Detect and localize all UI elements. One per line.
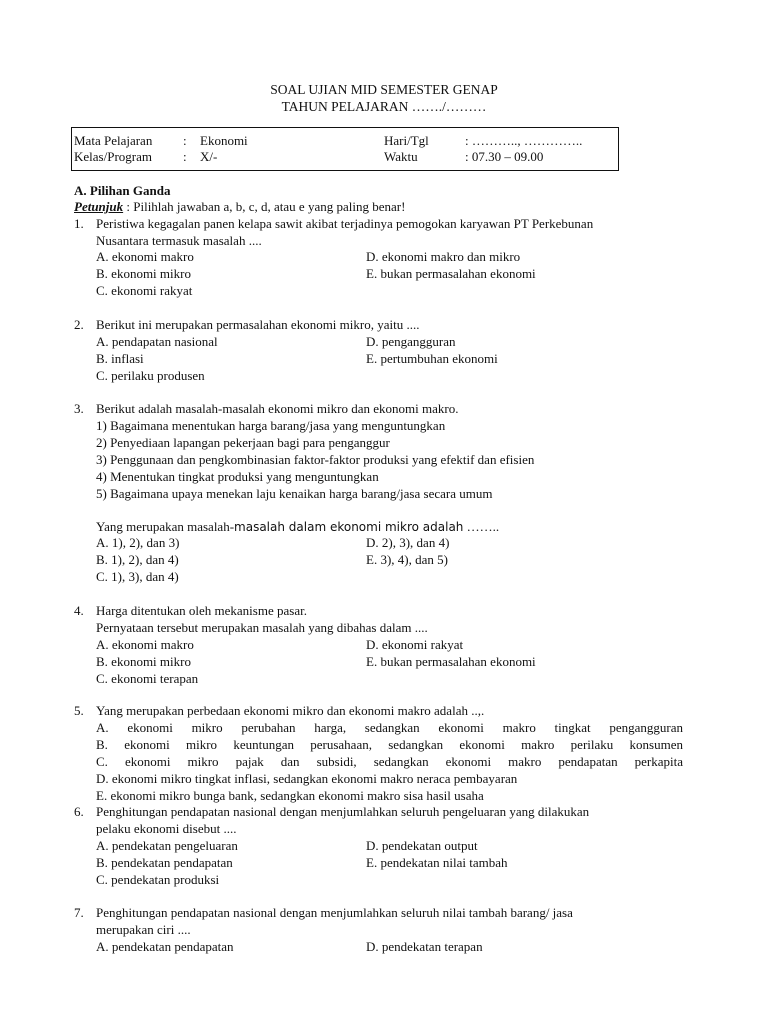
question-stem: [96, 401, 694, 418]
question-number: 4.: [74, 603, 84, 618]
statement-item: 2) Penyediaan lapangan pekerjaan bagi para penganggur: [96, 435, 390, 450]
stem-line: pelaku ekonomi disebut ....: [96, 820, 237, 836]
stem-line: Berikut ini merupakan permasalahan ekonomi mikro, yaitu ....: [96, 317, 420, 332]
option-a: A. pendapatan nasional: [96, 334, 218, 349]
stem-line: Pernyataan tersebut merupakan masalah yang dibahas dalam ....: [96, 619, 428, 635]
option-e: E. bukan permasalahan ekonomi: [366, 654, 536, 669]
exam-title: SOAL UJIAN MID SEMESTER GENAP: [270, 82, 498, 97]
statement-item: 1) Bagaimana menentukan harga barang/jasa yang menguntungkan: [96, 418, 446, 433]
statement-item: 3) Penggunaan dan pengkombinasian faktor-faktor produksi yang efektif dan efisien: [96, 452, 535, 467]
option-a: A. ekonomi mikro perubahan harga, sedangkan ekonomi makro tingkat pengangguran: [96, 720, 683, 735]
prompt-rest: masalah dalam ekonomi mikro adalah: [234, 520, 464, 534]
question-number: 5.: [74, 703, 84, 718]
question-stem: [96, 216, 694, 250]
day-label: Hari/Tgl: [384, 133, 429, 148]
option-d: D. ekonomi rakyat: [366, 637, 464, 652]
prompt-start: Yang merupakan masalah-: [96, 519, 235, 534]
option-d: D. pendekatan terapan: [366, 939, 483, 954]
question-stem: [96, 703, 694, 720]
stem-line: Yang merupakan perbedaan ekonomi mikro dan ekonomi makro adalah ..,.: [96, 703, 485, 718]
question-stem: [96, 905, 694, 939]
question-stem: [96, 603, 694, 637]
option-c: C. 1), 3), dan 4): [96, 569, 179, 584]
option-e: E. 3), 4), dan 5): [366, 552, 448, 567]
class-value: X/-: [200, 149, 218, 164]
subject-separator: :: [183, 133, 187, 148]
option-b: B. ekonomi mikro: [96, 654, 191, 669]
option-a: A. pendekatan pendapatan: [96, 939, 234, 954]
question-stem: [96, 804, 694, 838]
option-d: D. ekonomi makro dan mikro: [366, 249, 521, 264]
option-d: D. pengangguran: [366, 334, 456, 349]
option-c: C. ekonomi rakyat: [96, 283, 193, 298]
option-a: A. 1), 2), dan 3): [96, 535, 180, 550]
prompt-dots: ……..: [463, 519, 500, 534]
question-number: 6.: [74, 804, 84, 819]
subject-value: Ekonomi: [200, 133, 248, 148]
class-label: Kelas/Program: [74, 149, 152, 164]
question-number: 1.: [74, 216, 84, 231]
option-b: B. ekonomi mikro: [96, 266, 191, 281]
stem-line: Harga ditentukan oleh mekanisme pasar.: [96, 603, 307, 618]
option-d: D. ekonomi mikro tingkat inflasi, sedangkan ekonomi makro neraca pembayaran: [96, 771, 518, 786]
stem-line: merupakan ciri ....: [96, 921, 191, 937]
statement-item: 4) Menentukan tingkat produksi yang menguntungkan: [96, 469, 379, 484]
option-c: C. perilaku produsen: [96, 368, 205, 383]
option-e: E. pendekatan nilai tambah: [366, 855, 508, 870]
option-b: B. pendekatan pendapatan: [96, 855, 233, 870]
option-a: A. ekonomi makro: [96, 249, 194, 264]
question-prompt: [96, 519, 499, 536]
academic-year: TAHUN PELAJARAN ……./………: [281, 99, 487, 114]
option-c: C. pendekatan produksi: [96, 872, 220, 887]
time-value: : 07.30 – 09.00: [465, 149, 544, 164]
instruction-label: Petunjuk: [74, 199, 124, 214]
exam-info-box: [71, 127, 619, 171]
option-d: D. pendekatan output: [366, 838, 478, 853]
question-number: 2.: [74, 317, 84, 332]
option-c: C. ekonomi mikro pajak dan subsidi, sedangkan ekonomi makro pendapatan perkapita: [96, 754, 683, 769]
stem-line: Nusantara termasuk masalah ....: [96, 232, 262, 248]
stem-line: Penghitungan pendapatan nasional dengan menjumlahkan seluruh nilai tambah barang/ jasa: [96, 905, 573, 920]
day-value: : ……….., …………..: [465, 133, 583, 148]
option-e: E. pertumbuhan ekonomi: [366, 351, 498, 366]
option-b: B. 1), 2), dan 4): [96, 552, 179, 567]
option-a: A. pendekatan pengeluaran: [96, 838, 238, 853]
option-d: D. 2), 3), dan 4): [366, 535, 450, 550]
instruction: [74, 199, 405, 216]
option-b: B. inflasi: [96, 351, 144, 366]
question-stem: [96, 317, 694, 334]
option-e: E. bukan permasalahan ekonomi: [366, 266, 536, 281]
time-label: Waktu: [384, 149, 418, 164]
option-a: A. ekonomi makro: [96, 637, 194, 652]
question-number: 7.: [74, 905, 84, 920]
option-b: B. ekonomi mikro keuntungan perusahaan, sedangkan ekonomi makro perilaku konsumen: [96, 737, 683, 752]
stem-line: Penghitungan pendapatan nasional dengan menjumlahkan seluruh pengeluaran yang dilakukan: [96, 804, 590, 819]
instruction-text: : Pilihlah jawaban a, b, c, d, atau e yang paling benar!: [123, 199, 406, 214]
stem-line: Berikut adalah masalah-masalah ekonomi mikro dan ekonomi makro.: [96, 401, 459, 416]
subject-label: Mata Pelajaran: [74, 133, 153, 148]
class-separator: :: [183, 149, 187, 164]
option-c: C. ekonomi terapan: [96, 671, 199, 686]
section-title: A. Pilihan Ganda: [74, 183, 171, 198]
option-e: E. ekonomi mikro bunga bank, sedangkan ekonomi makro sisa hasil usaha: [96, 788, 484, 803]
stem-line: Peristiwa kegagalan panen kelapa sawit akibat terjadinya pemogokan karyawan PT Perkebunan: [96, 216, 594, 231]
question-number: 3.: [74, 401, 84, 416]
statement-item: 5) Bagaimana upaya menekan laju kenaikan harga barang/jasa secara umum: [96, 486, 493, 501]
